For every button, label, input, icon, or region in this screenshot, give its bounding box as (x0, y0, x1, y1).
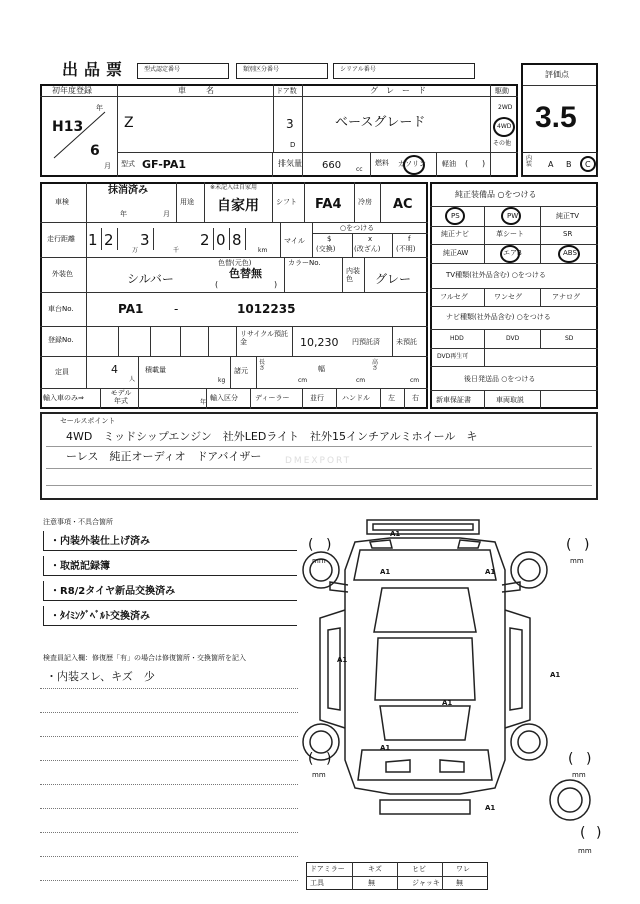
mileage-digit: 2 (104, 231, 114, 249)
first-reg-year-label: 年 (96, 104, 103, 112)
class-box (236, 63, 328, 79)
fuel-label: 燃料 (375, 159, 389, 167)
mileage-opt2-sub: (改ざん) (354, 245, 381, 253)
mileage-digit-divider (101, 228, 102, 250)
bottom-cell: 無 (368, 879, 375, 887)
damage-mark: A1 (390, 530, 401, 538)
note-item-text: ・取説記録簿 (50, 561, 110, 572)
sales-line-2: ーレス 純正オーディオ ドアバイザー (66, 450, 262, 463)
mileage-digit-divider (229, 228, 230, 250)
capacity-label: 定員 (55, 368, 69, 376)
equip-airbag-circle (500, 245, 520, 263)
model-year-unit: 年 (200, 399, 207, 406)
recycle-not: 未預託 (396, 338, 417, 346)
equip-pw-circle (501, 207, 521, 225)
bracket-rl-open: ( (308, 751, 314, 767)
mileage-digit-divider (245, 228, 246, 250)
form-title: 出品票 (62, 60, 129, 79)
color-no-label: カラーNo. (288, 259, 321, 267)
equip-abs-circle (558, 245, 580, 263)
doors-suffix: D (290, 141, 296, 149)
interior-b: B (566, 160, 572, 169)
bracket-rl-close: ) (326, 751, 332, 767)
equipment-title: 純正装備品 ○をつける (455, 190, 537, 199)
model-cert-box (137, 63, 229, 79)
shaken-year: 年 (120, 210, 127, 218)
shaken-month: 月 (163, 210, 170, 218)
load-label: 積載量 (145, 366, 166, 374)
model-cert-label: 型式認定番号 (144, 66, 181, 73)
dims-label: 諸元 (234, 367, 248, 375)
note-item (43, 531, 297, 551)
bracket-fl-open: ( (308, 537, 314, 553)
damage-mark: A1 (485, 804, 496, 812)
bracket-fl-close: ) (326, 537, 332, 553)
bottom-cell: 工具 (310, 879, 324, 887)
model-year-label: モデル年式 (110, 389, 132, 405)
interior-color-value: グレー (375, 272, 412, 286)
equip-aw: 純正AW (443, 249, 469, 257)
rear-window (380, 706, 470, 740)
mileage-km: km (258, 247, 268, 254)
parallel-option: 並行 (310, 394, 324, 402)
car-name-value: Z (124, 115, 134, 131)
interior-label: 内装 (526, 155, 533, 168)
navi-hdd: HDD (450, 335, 464, 342)
reg-no-label: 登録No. (48, 336, 74, 344)
later-title: 後日発送品 ○をつける (464, 375, 536, 383)
model-type-label: 型式 (121, 160, 135, 168)
fuel-gas: ガソリン (398, 160, 426, 168)
mileage-digit-divider (213, 228, 214, 250)
shift-label: シフト (276, 198, 297, 206)
color-change-open: ( (215, 280, 219, 289)
damage-mark: A1 (550, 671, 561, 679)
navi-type-title: ナビ種類(社外品含む) ○をつける (446, 313, 551, 321)
mileage-digit: 2 (200, 231, 210, 249)
mileage-label: 走行距離 (47, 235, 75, 243)
note-item-text: ・ﾀｲﾐﾝｸﾞﾍﾞﾙﾄ交換済み (50, 611, 150, 622)
height-cm: cm (410, 377, 420, 384)
inspector-line (40, 736, 298, 737)
recycle-value: 10,230 (300, 336, 339, 349)
damage-mark: A1 (337, 656, 348, 664)
drive-label: 駆動 (495, 87, 509, 95)
first-reg-slash (50, 110, 110, 162)
mm-spare: mm (578, 847, 592, 855)
ac-label: 冷房 (358, 198, 372, 206)
interior-color-label: 内装色 (346, 267, 360, 283)
equip-pw: PW (507, 212, 519, 220)
fuel-diesel: 軽油 (442, 160, 456, 168)
unregistered-note: ※未記入は自家用 (210, 184, 258, 191)
watermark: DMEXPORT (285, 456, 352, 466)
mm-fl: mm (312, 557, 326, 565)
mileage-sen: 千 (173, 247, 180, 254)
exterior-color-label: 外装色 (52, 270, 73, 278)
body-outline (345, 538, 505, 794)
navi-dvd: DVD (506, 335, 520, 342)
inspector-label: 検査員記入欄：修復歴「有」の場合は修復箇所・交換箇所を記入 (43, 654, 246, 662)
inspector-line (40, 808, 298, 809)
spare-tire (550, 780, 590, 820)
bracket-spare-close: ) (596, 825, 602, 841)
sales-points-label: セールスポイント (60, 417, 116, 425)
mileage-opt2: x (368, 235, 373, 243)
damage-mark: A1 (485, 568, 496, 576)
car-name-label: 車名 (178, 86, 234, 95)
class-label: 類別区分番号 (243, 66, 280, 73)
interior-c: C (585, 160, 591, 169)
equip-navi: 純正ナビ (441, 230, 469, 238)
drive-2wd: 2WD (498, 104, 513, 111)
later-manual: 車両取説 (496, 396, 524, 404)
fuel-gas-circle (403, 155, 425, 175)
sales-line-1: 4WD ミッドシップエンジン 社外LEDライト 社外15インチアルミホイール キ (66, 430, 478, 443)
note-item-text: ・R8/2タイヤ新品交換済み (50, 586, 176, 597)
mileage-digit-divider (153, 228, 154, 250)
note-item (43, 581, 297, 601)
mileage-digit: 3 (140, 231, 150, 249)
first-reg-month-label: 月 (104, 162, 111, 170)
bottom-cell: ドアミラー (310, 865, 345, 873)
width-cm: cm (356, 377, 366, 384)
mm-rl: mm (312, 771, 326, 779)
usage-value: 自家用 (217, 198, 259, 214)
equip-abs: ABS (563, 249, 577, 257)
color-change-value: 色替無 (229, 267, 262, 280)
mileage-mile: マイル (284, 237, 305, 245)
mm-rr: mm (572, 771, 586, 779)
mileage-circle-note: ○をつける (340, 224, 375, 232)
recycle-label: リサイクル預託金 (240, 330, 289, 346)
shaken-label: 車検 (55, 198, 69, 206)
mileage-digit: 8 (232, 231, 242, 249)
mileage-opt1: $ (327, 235, 332, 243)
equip-ps: PS (451, 212, 460, 220)
handle-left: 左 (388, 394, 395, 402)
damage-mark: A1 (380, 568, 391, 576)
shift-value: FA4 (315, 197, 342, 212)
mileage-digit: 1 (88, 231, 98, 249)
mileage-opt1-sub: (交換) (316, 245, 336, 253)
color-change-label: 色替(元色) (218, 259, 252, 267)
import-class-label: 輸入区分 (210, 394, 238, 402)
length-label: 長さ (259, 359, 266, 372)
first-reg-label: 初年度登録 (52, 86, 92, 95)
interior-c-circle (580, 156, 596, 172)
equip-ps-circle (445, 207, 465, 225)
inspector-line (40, 760, 298, 761)
handle-label: ハンドル (342, 394, 370, 402)
tv-fullseg: フルセグ (440, 293, 468, 301)
bracket-fr-close: ) (584, 537, 590, 553)
later-warranty: 新車保証書 (436, 396, 471, 404)
bottom-cell: ジャッキ (412, 879, 440, 887)
serial-label: シリアル番号 (340, 66, 376, 73)
damage-mark: A1 (380, 744, 391, 752)
note-item (43, 556, 297, 576)
inspector-comment: ・内装スレ、キズ 少 (46, 670, 155, 683)
model-type-value: GF-PA1 (142, 158, 186, 171)
ac-value: AC (393, 197, 413, 212)
tv-analog: アナログ (552, 293, 580, 301)
bottom-cell: 無 (456, 879, 463, 887)
displacement-label: 排気量 (278, 159, 302, 168)
inspector-line (40, 784, 298, 785)
displacement-unit: cc (356, 166, 363, 173)
drive-4wd-circle (493, 117, 515, 137)
first-reg-month: 6 (90, 143, 100, 159)
note-item-text: ・内装外装仕上げ済み (50, 536, 150, 547)
rear-bumper (380, 800, 470, 814)
inspector-line (40, 688, 298, 689)
mileage-opt3: f (408, 235, 411, 243)
inspector-line (40, 880, 298, 881)
height-label: 高さ (372, 359, 379, 372)
damage-mark: A1 (442, 699, 453, 707)
bracket-spare-open: ( (580, 825, 586, 841)
equip-airbag: エアB (503, 249, 522, 257)
grade-label: グレード (370, 86, 434, 95)
score-label: 評価点 (545, 70, 569, 79)
bracket-rr-close: ) (586, 751, 592, 767)
exterior-color-value: シルバー (127, 272, 174, 286)
tv-oneseg: ワンセグ (494, 293, 522, 301)
chassis-number: 1012235 (237, 302, 296, 316)
drive-other: その他 (493, 140, 512, 147)
note-item (43, 606, 297, 626)
equip-sr: SR (563, 230, 573, 238)
notes-label: 注意事項・不具合箇所 (43, 518, 113, 526)
tv-type-title: TV種類(社外品含む) ○をつける (446, 271, 546, 279)
equip-tv: 純正TV (556, 212, 580, 220)
displacement-value: 660 (322, 160, 342, 171)
score-value: 3.5 (535, 101, 577, 134)
usage-label: 用途 (180, 198, 194, 206)
chassis-prefix: PA1 (118, 302, 144, 316)
dvd-player: DVD再生可 (437, 353, 469, 360)
capacity-value: 4 (111, 363, 118, 376)
mileage-digit-divider (117, 228, 118, 250)
inspector-line (40, 832, 298, 833)
grade-value: ベースグレード (335, 115, 426, 130)
drive-4wd: 4WD (497, 123, 512, 130)
car-diagram (300, 510, 610, 900)
import-label: 輸入車のみ⇒ (43, 394, 84, 402)
bottom-cell: キズ (368, 865, 382, 873)
first-reg-era: H13 (52, 119, 84, 135)
doors-value: 3 (286, 117, 294, 131)
color-change-close: ) (274, 280, 278, 289)
doors-label: ドア数 (276, 87, 297, 95)
bracket-rr-open: ( (568, 751, 574, 767)
recycle-done: 円預託済 (352, 338, 380, 346)
mm-fr: mm (570, 557, 584, 565)
interior-a: A (548, 160, 554, 169)
bracket-fr-open: ( (566, 537, 572, 553)
dealer-option: ディーラー (255, 394, 290, 402)
windshield (374, 588, 476, 632)
bottom-cell: ワレ (456, 865, 470, 873)
chassis-label: 車台No. (48, 305, 74, 313)
mileage-opt3-sub: (不明) (396, 245, 416, 253)
width-label: 幅 (318, 365, 325, 373)
serial-box (333, 63, 475, 79)
navi-sd: SD (565, 335, 574, 342)
handle-right: 右 (412, 394, 419, 402)
bottom-cell: ヒビ (412, 865, 426, 873)
inspector-line (40, 712, 298, 713)
roof (375, 638, 475, 700)
mileage-digit: 0 (216, 231, 226, 249)
shaken-value: 抹消済み (108, 185, 148, 196)
inspector-line (40, 856, 298, 857)
load-unit: kg (218, 377, 226, 384)
front-bumper (367, 520, 479, 534)
fuel-other-open: ( (465, 159, 469, 168)
equip-leather: 革シート (496, 230, 524, 238)
wheel-rear-right (511, 724, 547, 760)
length-cm: cm (298, 377, 308, 384)
capacity-unit: 人 (129, 376, 136, 383)
fuel-other-close: ) (482, 159, 486, 168)
chassis-dash: - (174, 302, 179, 316)
mileage-man: 万 (132, 247, 139, 254)
